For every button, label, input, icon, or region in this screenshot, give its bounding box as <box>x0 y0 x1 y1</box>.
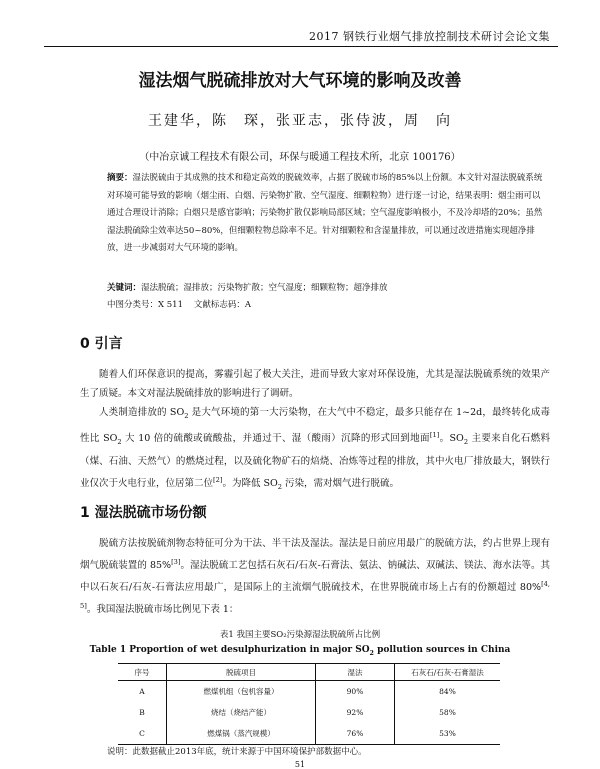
table-header-row <box>118 664 500 681</box>
table-cell: 燃煤机组（包机容量） <box>167 681 316 703</box>
column-header: 脱硫项目 <box>167 664 316 681</box>
table-cell: 烧结（烧结产能） <box>167 702 316 723</box>
article-title: 湿法烟气脱硫排放对大气环境的影响及改善 <box>138 71 462 91</box>
classification-line <box>107 297 547 314</box>
table-cell: 76% <box>316 723 395 745</box>
paragraph <box>80 403 550 497</box>
doc-code-label: 文献标志码： <box>193 300 245 310</box>
table-cell: 燃煤锅（蒸汽规模） <box>167 723 316 745</box>
text-run: Table 1 Proportion of wet desulphurization in major SO <box>89 645 370 655</box>
text-run: 脱硫方法按脱硫剂物态特征可分为干法、半干法及湿法。湿法是日前应用最广的脱硫方法，约占世界上现有烟气脱硫装置的 85% <box>80 538 550 572</box>
text-run: 。湿法脱硫工艺包括石灰石/石灰-石膏法、氨法、钠碱法、双碱法、镁法、海水法等。其中以石灰石/石灰-石膏法应用最广，是国际上的主流烟气脱硫技术，在世界脱硫市场上占有的份额超过 80% <box>80 560 550 594</box>
table-row <box>118 702 500 723</box>
abstract-text: 湿法脱硫由于其成熟的技术和稳定高效的脱硫效率，占据了脱硫市场的85%以上份额。本文针对湿法脱硫系统对环境可能导致的影响（烟尘雨、白烟、污染物扩散、空气湿度、细颗粒物）进行逐一讨论，结果表明：烟尘雨可以通过合理设计消除；白烟只是感官影响；污染物扩散仅影响局部区域；空气湿度影响极小，不及冷却塔的20%；虽然湿法脱硫除尘效率达50~80%，但细颗粒物总除率不足。针对细颗粒和含湿量排放，可以通过改进措施实现超净排放，进一步减弱对大气环境的影响。 <box>107 173 543 253</box>
text-run: 是大气环境的第一大污染物，在大气中不稳定，最多只能存在 1~2d，最终转化成毒性比 SO <box>80 407 550 445</box>
citation: [4, 5] <box>80 580 550 611</box>
table-cell: C <box>118 723 167 745</box>
table-cell: 84% <box>395 681 501 703</box>
text-run: 污染，需对烟气进行脱硫。 <box>282 478 400 490</box>
keywords-line <box>107 280 547 297</box>
section-heading: 0 引言 <box>80 336 123 352</box>
doc-code: A <box>244 300 251 310</box>
keywords-label: 关键词： <box>107 283 142 293</box>
table-row <box>118 723 500 745</box>
text-run: 。我国湿法脱硫市场比例见下表 1： <box>86 604 239 616</box>
clc-code: X 511 <box>158 300 183 310</box>
column-header: 石灰石/石灰-石膏湿法 <box>395 664 501 681</box>
text-run: 。SO <box>439 433 464 445</box>
citation: [2] <box>213 475 223 484</box>
paragraph <box>80 534 550 619</box>
page-number: 51 <box>294 760 306 769</box>
table-caption-en <box>0 645 600 657</box>
table-row <box>118 681 500 703</box>
text-run: pollution sources in China <box>373 645 511 655</box>
table-note: 说明：此数据截止2013年底，统计来源于中国环境保护部数据中心。 <box>107 747 367 757</box>
subscript: 2 <box>369 649 374 657</box>
keywords-block <box>107 280 547 314</box>
subscript: 2 <box>463 437 469 446</box>
table-cell: A <box>139 687 145 696</box>
header-rule <box>44 46 558 47</box>
column-header: 序号 <box>118 664 167 681</box>
text-run: 人类制造排放的 SO <box>99 407 185 418</box>
table-cell: 53% <box>395 723 501 745</box>
proportion-table <box>118 663 500 745</box>
author-list: 王建华，陈 琛，张亚志，张侍波，周 向 <box>148 113 452 129</box>
text-run: 。为降低 SO <box>222 478 278 490</box>
column-header: 湿法 <box>316 664 395 681</box>
subscript: 2 <box>277 482 282 491</box>
citation: [3] <box>171 558 181 566</box>
section-heading: 1 湿法脱硫市场份额 <box>80 505 207 521</box>
abstract <box>107 170 547 258</box>
subscript: 2 <box>117 437 122 446</box>
abstract-label: 摘要： <box>107 173 133 183</box>
affiliation: （中冶京诚工程技术有限公司，环保与暖通工程技术所，北京 100176） <box>139 152 461 163</box>
keywords-text: 湿法脱硫；湿排放；污染物扩散；空气湿度；细颗粒物；超净排放 <box>141 283 388 293</box>
running-header: 2017 钢铁行业烟气排放控制技术研讨会论文集 <box>309 30 550 43</box>
text-run: 大 10 倍的硫酸或硫酸盐，并通过干、湿（酸雨）沉降的形式回到地面 <box>121 433 430 445</box>
table-caption-cn: 表1 我国主要SO₂污染源湿法脱硫所占比例 <box>219 630 381 640</box>
table-cell: 92% <box>316 702 395 723</box>
citation: [1] <box>429 430 440 439</box>
subscript: 2 <box>184 411 189 420</box>
table-cell: B <box>139 708 145 717</box>
paragraph: 随着人们环保意识的提高，雾霾引起了极大关注，进而导致大家对环保设施，尤其是湿法脱硫系统的效果产生了质疑。本文对湿法脱硫排放的影响进行了调研。 <box>80 369 550 399</box>
table-cell: 90% <box>316 681 395 703</box>
table-cell: 58% <box>395 702 501 723</box>
clc-label: 中图分类号： <box>107 300 159 310</box>
text-run: 主要来自化石燃料（煤、石油、天然气）的燃烧过程，以及硫化物矿石的焙烧、冶炼等过程的排放，其中火电厂排放最大，钢铁行业仅次于火电行业，位居第二位 <box>80 433 550 490</box>
